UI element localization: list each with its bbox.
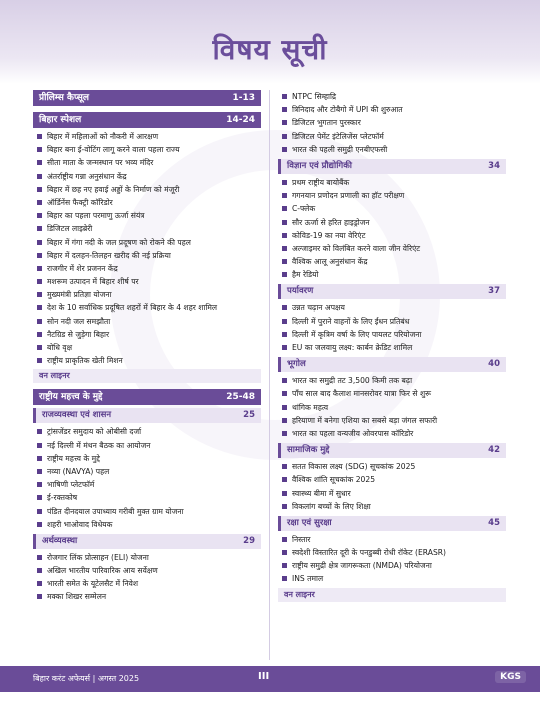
section-header[interactable]	[33, 112, 261, 128]
toc-entry[interactable]: शहरी भाओवाद विधेयक	[37, 518, 261, 531]
toc-entry[interactable]: डिजिटल लाइब्रेरी	[37, 222, 261, 235]
toc-entry[interactable]: उन्नत चढ़ान अपक्षय	[282, 301, 506, 314]
subsection-header-pages: 29	[243, 535, 255, 546]
subsection-header-label: अर्थव्यवस्था	[42, 535, 78, 546]
toc-entry[interactable]: अंतर्राष्ट्रीय गन्ना अनुसंधान केंद्र	[37, 170, 261, 183]
footer-title: बिहार करंट अफेयर्स | अगस्त 2025	[33, 674, 140, 683]
subsection-header-label: भूगोल	[287, 359, 306, 370]
one-liner-link[interactable]: वन लाइनर	[278, 588, 506, 602]
toc-entry[interactable]: EU का जलवायु लक्ष्य: कार्बन क्रेडिट शामिल	[282, 341, 506, 354]
toc-entry[interactable]: स्वदेशी विस्तारित दूरी के पनडुब्बी रोधी रॉकेट (ERASR)	[282, 546, 506, 559]
section-header[interactable]	[33, 90, 261, 106]
toc-entry[interactable]: भाषिणी प्लेटफॉर्म	[37, 478, 261, 491]
toc-list	[278, 460, 506, 513]
toc-entry[interactable]: स्वास्थ्य बीमा में सुधार	[282, 487, 506, 500]
toc-entry[interactable]: बिहार में महिलाओं को नौकरी में आरक्षण	[37, 130, 261, 143]
toc-list	[278, 176, 506, 282]
toc-entry[interactable]: रोजगार लिंक प्रोत्साहन (ELI) योजना	[37, 551, 261, 564]
toc-entry[interactable]: अखिल भारतीय पारिवारिक आय सर्वेक्षण	[37, 564, 261, 577]
toc-entry[interactable]: डिजिटल पेमेंट इंटेलिजेंस प्लेटफॉर्म	[282, 130, 506, 143]
subsection-header[interactable]	[278, 357, 506, 372]
right-column	[278, 90, 506, 604]
toc-entry[interactable]: राष्ट्रीय समुद्री क्षेत्र जागरूकता (NMDA) परियोजना	[282, 559, 506, 572]
toc-entry[interactable]: सतत विकास लक्ष्य (SDG) सूचकांक 2025	[282, 460, 506, 473]
column-divider	[269, 90, 270, 660]
toc-entry[interactable]: थांगिक महत्व	[282, 401, 506, 414]
section-header-label: प्रीलिम्स कैप्सूल	[39, 93, 89, 103]
toc-list	[33, 130, 261, 367]
footer	[0, 666, 540, 692]
kgs-logo: KGS	[495, 671, 526, 683]
toc-entry[interactable]: C-फ्लेक	[282, 202, 506, 215]
toc-entry[interactable]: मशरूम उत्पादन में बिहार शीर्ष पर	[37, 275, 261, 288]
toc-entry[interactable]: त्रिनिदाद और टोबैगो में UPI की शुरुआत	[282, 103, 506, 116]
section-header-label: बिहार स्पेशल	[39, 115, 82, 125]
toc-entry[interactable]: नव्या (NAVYA) पहल	[37, 465, 261, 478]
toc-entry[interactable]: कोविड-19 का नया वेरिएंट	[282, 229, 506, 242]
toc-entry[interactable]: ई-रक्तकोष	[37, 491, 261, 504]
toc-entry[interactable]: प्रथम राष्ट्रीय बायोबैंक	[282, 176, 506, 189]
toc-entry[interactable]: अल्जाइमर को विलंबित करने वाला जीन वेरिएंट	[282, 242, 506, 255]
toc-entry[interactable]: भारती समेत के यूटेलसैट में निवेश	[37, 577, 261, 590]
toc-entry[interactable]: विकलांग बच्चों के लिए शिक्षा	[282, 500, 506, 513]
subsection-header[interactable]	[33, 408, 261, 423]
toc-entry[interactable]: बिहार में गंगा नदी के जल प्रदूषण को रोकने की पहल	[37, 236, 261, 249]
toc-entry[interactable]: नैटग्रिड से जुड़ेगा बिहार	[37, 328, 261, 341]
toc-entry[interactable]: राष्ट्रीय प्राकृतिक खेती मिशन	[37, 354, 261, 367]
subsection-header[interactable]	[278, 443, 506, 458]
toc-entry[interactable]: देश के 10 सर्वाधिक प्रदूषित शहरों में बिहार के 4 शहर शामिल	[37, 301, 261, 314]
toc-entry[interactable]: हरियाणा में बनेगा एशिया का सबसे बड़ा जंगल सफारी	[282, 414, 506, 427]
toc-entry[interactable]: वैश्विक शांति सूचकांक 2025	[282, 473, 506, 486]
toc-entry[interactable]: भारत की पहली समुद्री एनबीएफसी	[282, 143, 506, 156]
section-header-label: राष्ट्रीय महत्त्व के मुद्दे	[39, 392, 103, 403]
section-header[interactable]	[33, 389, 261, 405]
subsection-header-pages: 42	[488, 445, 500, 456]
section-header-pages: 25-48	[226, 392, 255, 403]
subsection-header[interactable]	[33, 534, 261, 549]
toc-entry[interactable]: मक्का शिखर सम्मेलन	[37, 590, 261, 603]
toc-entry[interactable]: बिहार में दलहन-तिलहन खरीद की नई प्रक्रिया	[37, 249, 261, 262]
toc-list	[278, 90, 506, 156]
toc-entry[interactable]: बिहार में छह नए हवाई अड्डों के निर्माण को मंजूरी	[37, 183, 261, 196]
toc-entry[interactable]: राष्ट्रीय महत्त्व के मुद्दे	[37, 452, 261, 465]
toc-entry[interactable]: ट्रांसजेंडर समुदाय को ओबीसी दर्जा	[37, 425, 261, 438]
toc-entry[interactable]: दिल्ली में पुराने वाहनों के लिए ईंधन प्रतिबंध	[282, 315, 506, 328]
toc-list	[33, 551, 261, 604]
toc-entry[interactable]: वैश्विक आलू अनुसंधान केंद्र	[282, 255, 506, 268]
toc-list	[278, 374, 506, 440]
toc-entry[interactable]: मुख्यमंत्री प्रतिज्ञा योजना	[37, 288, 261, 301]
toc-entry[interactable]: भारत का पहला वन्यजीव ओवरपास कॉरिडोर	[282, 427, 506, 440]
toc-entry[interactable]: दिल्ली में कृत्रिम वर्षा के लिए पायलट परियोजना	[282, 328, 506, 341]
section-header-pages: 1-13	[232, 93, 255, 103]
toc-list	[278, 301, 506, 354]
toc-entry[interactable]: NTPC सिम्हाद्रि	[282, 90, 506, 103]
toc-entry[interactable]: INS तमाल	[282, 572, 506, 585]
toc-entry[interactable]: नई दिल्ली में मंथन बैठक का आयोजन	[37, 439, 261, 452]
toc-entry[interactable]: डिजिटल भुगतान पुरस्कार	[282, 116, 506, 129]
toc-entry[interactable]: गगनयान प्रणोदन प्रणाली का हॉट परीक्षण	[282, 189, 506, 202]
subsection-header-label: विज्ञान एवं प्रौद्योगिकी	[287, 160, 352, 171]
subsection-header-label: रक्षा एवं सुरक्षा	[287, 517, 332, 528]
toc-entry[interactable]: ऑर्डिनेंस फैक्ट्री कॉरिडोर	[37, 196, 261, 209]
toc-entry[interactable]: पंडित दीनदयाल उपाध्याय गरीबी मुक्त ग्राम योजना	[37, 505, 261, 518]
toc-entry[interactable]: बिहार बना ई-वोटिंग लागू करने वाला पहला राज्य	[37, 143, 261, 156]
left-column	[33, 90, 261, 604]
page-title: विषय सूची	[212, 33, 328, 66]
subsection-header-pages: 25	[243, 410, 255, 421]
subsection-header-pages: 40	[488, 359, 500, 370]
subsection-header-label: राजव्यवस्था एवं शासन	[42, 410, 112, 421]
toc-entry[interactable]: भारत का समुद्री तट 3,500 किमी तक बढ़ा	[282, 374, 506, 387]
toc-entry[interactable]: पाँच साल बाद कैलाश मानसरोवर यात्रा फिर से शुरू	[282, 387, 506, 400]
toc-entry[interactable]: सीता माता के जन्मस्थान पर भव्य मंदिर	[37, 156, 261, 169]
one-liner-link[interactable]: वन लाइनर	[33, 369, 261, 383]
section-header-pages: 14-24	[226, 115, 255, 125]
subsection-header-pages: 34	[488, 160, 500, 171]
toc-entry[interactable]: हैम रेडियो	[282, 268, 506, 281]
subsection-header[interactable]	[278, 516, 506, 531]
toc-entry[interactable]: निस्तार	[282, 533, 506, 546]
toc-list	[33, 425, 261, 531]
page-number: III	[258, 671, 270, 682]
toc-entry[interactable]: राजगीर में शेर प्रजनन केंद्र	[37, 262, 261, 275]
subsection-header-pages: 45	[488, 517, 500, 528]
toc-list	[278, 533, 506, 586]
toc-entry[interactable]: बोधि वृक्ष	[37, 341, 261, 354]
toc-entry[interactable]: बिहार का पहला परमाणु ऊर्जा संयंत्र	[37, 209, 261, 222]
toc-entry[interactable]: सौर ऊर्जा से हरित हाइड्रोजन	[282, 216, 506, 229]
subsection-header[interactable]	[278, 159, 506, 174]
subsection-header-label: पर्यावरण	[287, 286, 314, 297]
subsection-header-label: सामाजिक मुद्दे	[287, 445, 330, 456]
subsection-header[interactable]	[278, 284, 506, 299]
subsection-header-pages: 37	[488, 286, 500, 297]
toc-entry[interactable]: सोन नदी जल समझौता	[37, 315, 261, 328]
